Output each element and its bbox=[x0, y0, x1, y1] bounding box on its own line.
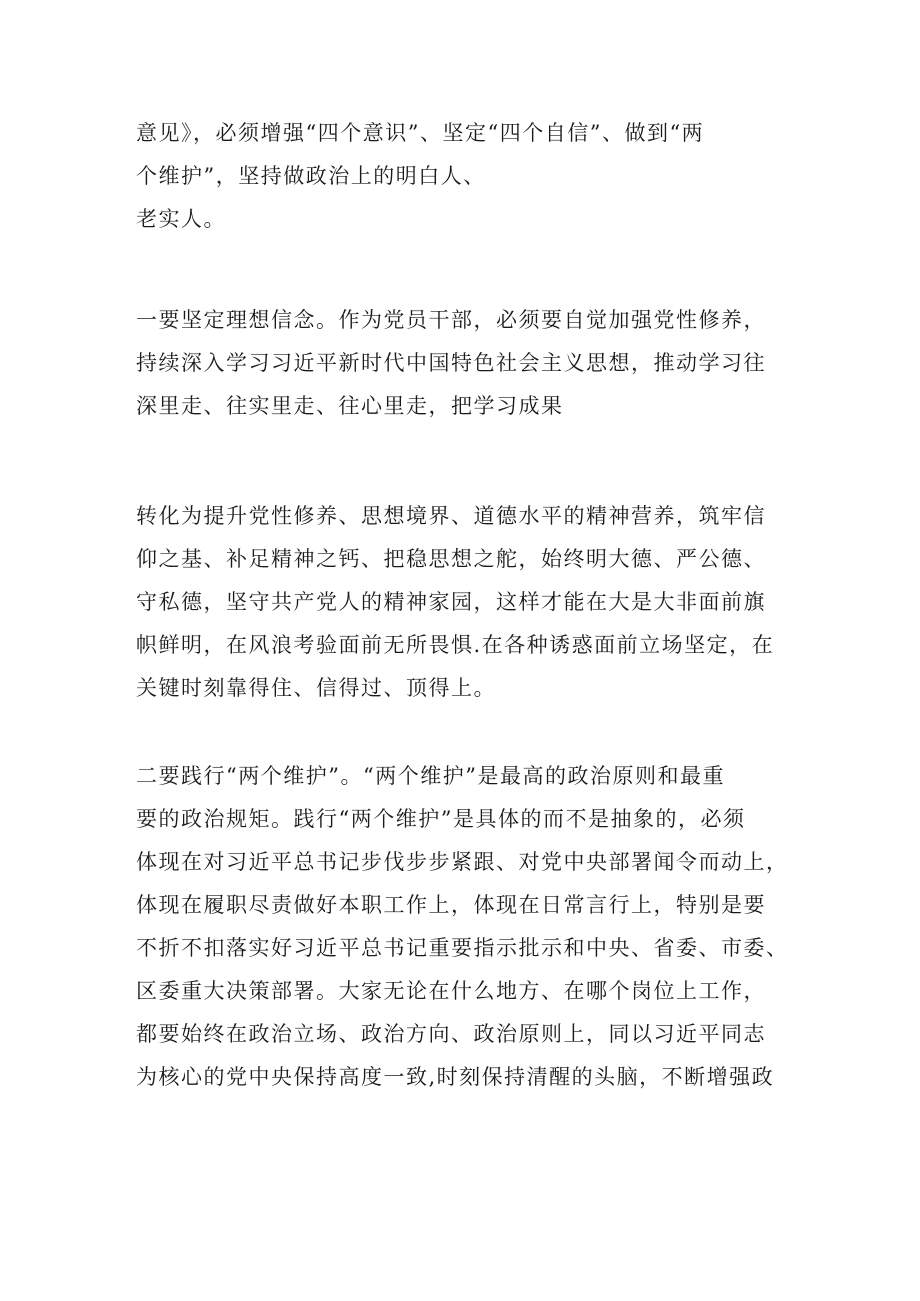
text-line: 关键时刻靠得住、信得过、顶得上。 bbox=[136, 676, 496, 700]
text-line: 体现在履职尽责做好本职工作上，体现在日常言行上，特别是要 bbox=[136, 893, 766, 917]
text-line: 深里走、往实里走、往心里走，把学习成果 bbox=[136, 394, 564, 418]
text-line: 区委重大决策部署。大家无论在什么地方、在哪个岗位上工作， bbox=[136, 979, 766, 1003]
text-line: 守私德，坚守共产党人的精神家园，这样才能在大是大非面前旗 bbox=[136, 590, 766, 614]
text-line: 要的政治规矩。践行“两个维护”是具体的而不是抽象的，必须 bbox=[136, 807, 746, 831]
text-line: 体现在对习近平总书记步伐步步紧跟、对党中央部署闻令而动上， bbox=[136, 850, 789, 874]
text-line: 二要践行“两个维护”。“两个维护”是最高的政治原则和最重 bbox=[136, 764, 725, 788]
text-line: 为核心的党中央保持高度一致,时刻保持清醒的头脑，不断增强政 bbox=[136, 1065, 775, 1089]
text-line: 不折不扣落实好习近平总书记重要指示批示和中央、省委、市委、 bbox=[136, 936, 789, 960]
text-line: 都要始终在政治立场、政治方向、政治原则上，同以习近平同志 bbox=[136, 1022, 766, 1046]
paragraph-transformation bbox=[136, 495, 796, 710]
text-line: 帜鲜明，在风浪考验面前无所畏惧.在各种诱惑面前立场坚定，在 bbox=[136, 633, 775, 657]
text-line: 意见》，必须增强“四个意识”、坚定“四个自信”、做到“两 bbox=[136, 121, 705, 145]
text-line: 转化为提升党性修养、思想境界、道德水平的精神营养，筑牢信 bbox=[136, 504, 766, 528]
paragraph-continuation bbox=[136, 112, 796, 241]
paragraph-two-safeguards bbox=[136, 755, 796, 1099]
text-line: 仰之基、补足精神之钙、把稳思想之舵，始终明大德、严公德、 bbox=[136, 547, 766, 571]
text-line: 个维护”，坚持做政治上的明白人、 bbox=[136, 164, 486, 188]
paragraph-ideals-beliefs bbox=[136, 299, 796, 428]
text-line: 老实人。 bbox=[136, 207, 226, 231]
text-line: 持续深入学习习近平新时代中国特色社会主义思想，推动学习往 bbox=[136, 351, 766, 375]
text-line: 一要坚定理想信念。作为党员干部，必须要自觉加强党性修养， bbox=[136, 308, 766, 332]
